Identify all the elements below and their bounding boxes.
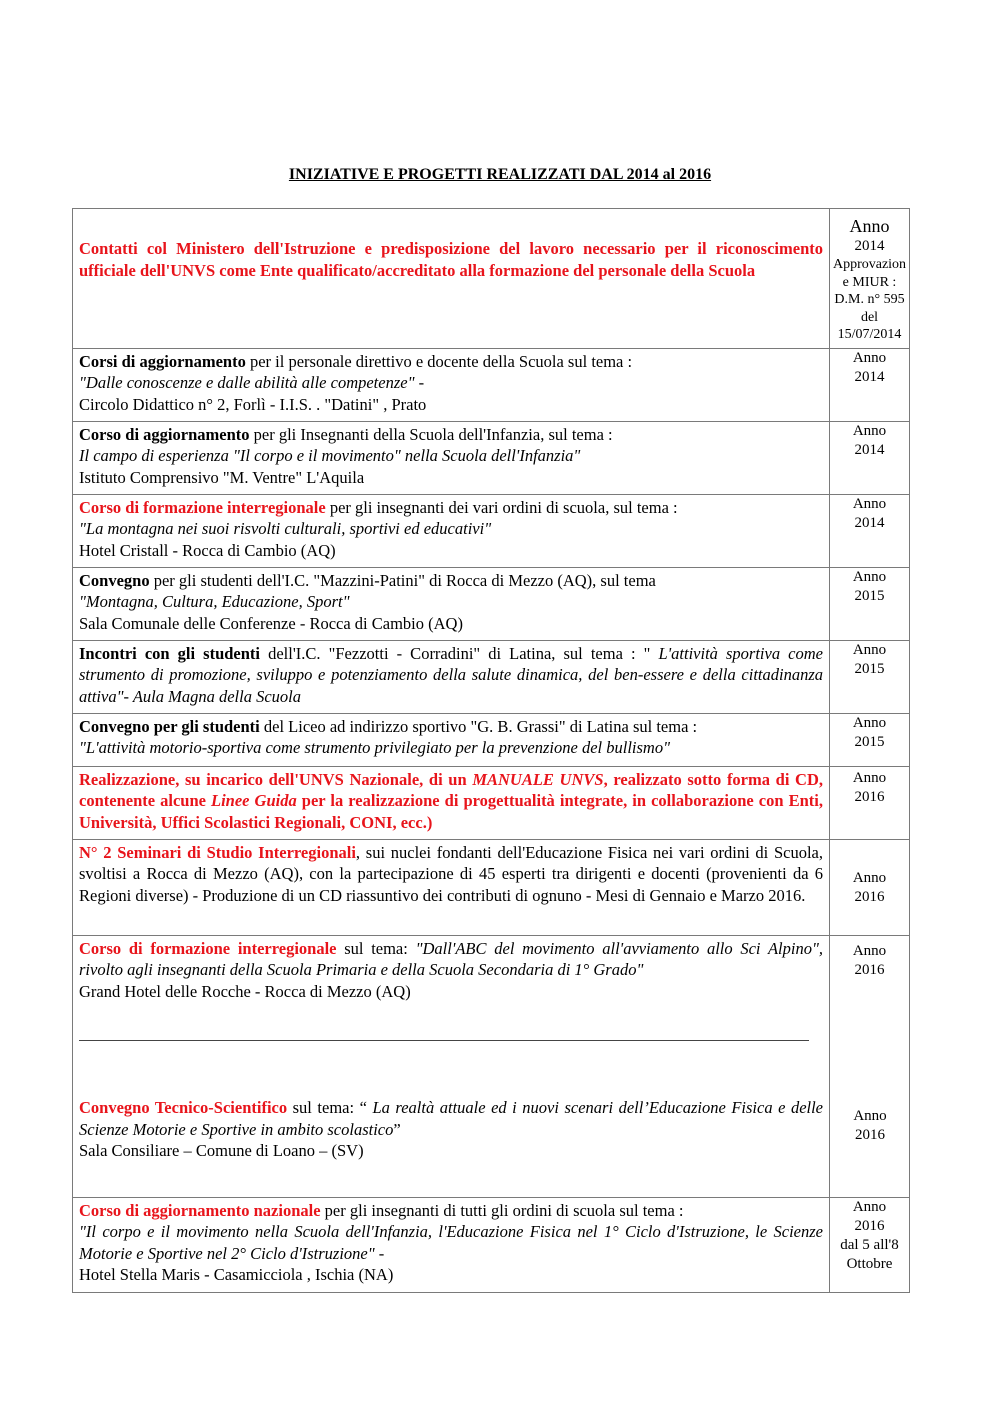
year-cell [830,840,910,936]
row-heading: Corso di formazione interregionale [79,939,337,958]
year-cell [830,349,910,422]
year-value: 2015 [854,661,885,677]
year-cell [830,641,910,714]
row-heading: Convegno per gli studenti [79,717,260,736]
sub-heading: Convegno Tecnico-Scientifico [79,1098,288,1118]
year-label: Anno [852,569,887,585]
description-cell [73,641,830,714]
row-location: Hotel Cristall - Rocca di Cambio (AQ) [79,540,336,560]
year-cell [830,1198,910,1293]
row-theme: Il campo di esperienza "Il corpo e il movimento" nella Scuola dell'Infanzia" [79,446,581,466]
row-text: , sui nuclei fondanti dell'Educazione Fisica nei vari ordini di Scuola, svoltisi a Rocca di Mezzo (AQ), con la partecipazione di 45 esperti tra dirigenti e docenti (provenienti da 6 Regioni diverse) - Produzione di un CD riassuntivo dei contributi di ognuno - Mesi di Gennaio e Marzo 2016. [79,843,823,905]
row-text: dell'I.C. "Fezzotti - Corradini" di Latina, sul tema : " [260,644,659,663]
year-value: 2016 [854,789,885,805]
year-label: Anno [849,216,890,236]
year-value: 2016 [854,888,885,905]
year-value: 2014 [854,238,885,254]
approval-note: Approvazion e MIUR : [832,257,907,290]
year-cell [830,495,910,568]
sub-theme: La realtà attuale ed i nuovi scenari dell’Educazione Fisica e delle Scienze Motorie e Sportive in ambito scolastico [79,1098,824,1139]
table-row [73,209,910,349]
row-text: sul tema: [336,939,416,958]
year-cell [830,568,910,641]
year-value: 2015 [854,734,885,750]
description-cell [73,840,830,936]
year-label: Anno [852,1199,887,1215]
row-heading: Convegno [79,571,150,590]
row-text-2: , realizzato sotto forma di CD, contenente alcune [79,770,823,811]
table-row [73,495,910,568]
decree-date: 15/07/2014 [837,327,902,342]
row-heading: Incontri con gli studenti [79,644,261,663]
year-cell [830,936,910,1198]
description-cell [73,714,830,767]
row-theme: "L'attività motorio-sportiva come strumento privilegiato per la prevenzione del bullismo" [79,738,671,758]
row-text-3: per la realizzazione di progettualità integrate, in collaborazione con Enti, Università, Uffici Scolastici Regionali, CONI, ecc.) [79,791,823,832]
year-label: Anno [852,350,887,366]
separator-line [79,1040,809,1041]
row-theme: L'attività sportiva come strumento di promozione, sviluppo e potenziamento della salute dinamica, del ben-essere e della cittadinanza attiva"- Aula Magna della Scuola [79,644,823,706]
sub-year-value: 2016 [855,1127,885,1143]
row-text: per gli insegnanti dei vari ordini di scuola, sul tema : [325,498,678,517]
row-text: per gli studenti dell'I.C. "Mazzini-Patini" di Rocca di Mezzo (AQ), sul tema [149,571,656,590]
row-location: Grand Hotel delle Rocche - Rocca di Mezzo (AQ) [79,981,411,1001]
description-cell [73,349,830,422]
sub-text: sul tema: “ [287,1098,373,1118]
date-range: dal 5 all'8 [840,1237,899,1253]
year-cell [830,714,910,767]
row-text: per gli Insegnanti della Scuola dell'Infanzia, sul tema : [249,425,613,444]
year-label: Anno [852,496,887,512]
year-value: 2014 [854,442,885,458]
row-location: Hotel Stella Maris - Casamicciola , Ischia (NA) [79,1265,394,1285]
description-cell [73,422,830,495]
year-value: 2015 [854,588,885,604]
row-heading: Corso di formazione interregionale [79,498,326,517]
row-heading: Corso di aggiornamento [79,425,250,444]
table-row [73,422,910,495]
sub-quote-close: ” [393,1119,401,1139]
page-title: INIZIATIVE E PROGETTI REALIZZATI DAL 2014 al 2016 [288,166,712,183]
row-text: Contatti col Ministero dell'Istruzione e predisposizione del lavoro necessario per il riconoscimento ufficiale dell'UNVS come Ente qualificato/accreditato alla formazione del personale della Scuola [79,239,823,280]
row-theme: "Il corpo e il movimento nella Scuola dell'Infanzia, l'Educazione Fisica nel 1° Ciclo d'Istruzione, le Scienze Motorie e Sportive nel 2° Ciclo d'Istruzione" - [79,1222,823,1263]
row-location: Circolo Didattico n° 2, Forlì - I.I.S. . "Datini" , Prato [79,394,427,414]
table-row [73,714,910,767]
date-month: Ottobre [846,1256,893,1272]
year-value: 2016 [854,962,885,978]
year-value: 2016 [854,1218,885,1234]
row-heading: N° 2 Seminari di Studio Interregionali [79,843,356,862]
year-label: Anno [852,770,887,786]
year-label: Anno [852,715,887,731]
table-row [73,1198,910,1293]
table-row [73,641,910,714]
year-cell [830,209,910,349]
description-cell [73,1198,830,1293]
table-row [73,568,910,641]
row-text: per il personale direttivo e docente della Scuola sul tema : [245,352,633,371]
row-heading: Corsi di aggiornamento [79,352,246,371]
year-label: Anno [852,423,887,439]
description-cell [73,936,830,1198]
sub-year-label: Anno [853,1108,887,1124]
year-value: 2014 [854,515,885,531]
sub-entry [79,1097,823,1161]
year-label: Anno [852,943,887,959]
row-theme: "Montagna, Cultura, Educazione, Sport" [79,592,350,612]
table-row [73,936,910,1198]
table-row [73,840,910,936]
row-location: Sala Comunale delle Conferenze - Rocca di Cambio (AQ) [79,613,463,633]
row-location: Istituto Comprensivo "M. Ventre" L'Aquila [79,467,365,487]
year-label: Anno [852,642,887,658]
row-text: Realizzazione, su incarico dell'UNVS Nazionale, di un [79,770,473,789]
description-cell [73,568,830,641]
initiatives-table [72,208,910,1293]
row-theme: "Dall'ABC del movimento all'avviamento allo Sci Alpino", rivolto agli insegnanti della Scuola Primaria e della Scuola Secondaria di 1° Grado" [79,939,823,980]
year-cell [830,767,910,840]
table-row [73,767,910,840]
decree-note: D.M. n° 595 del [834,292,905,325]
row-theme: "La montagna nei suoi risvolti culturali, sportivi ed educativi" [79,519,492,539]
description-cell [73,495,830,568]
row-text: del Liceo ad indirizzo sportivo "G. B. Grassi" di Latina sul tema : [259,717,698,736]
year-cell [830,422,910,495]
row-heading: Corso di aggiornamento nazionale [79,1201,321,1220]
description-cell [73,767,830,840]
row-theme: "Dalle conoscenze e dalle abilità alle competenze" - [79,373,425,393]
year-value: 2014 [854,369,885,385]
sub-location: Sala Consiliare – Comune di Loano – (SV) [79,1141,364,1161]
row-text: per gli insegnanti di tutti gli ordini di scuola sul tema : [320,1201,684,1220]
manual-title: MANUALE UNVS [472,770,604,789]
guidelines-title: Linee Guida [211,791,297,811]
year-label: Anno [852,869,887,886]
description-cell [73,209,830,349]
table-row [73,349,910,422]
